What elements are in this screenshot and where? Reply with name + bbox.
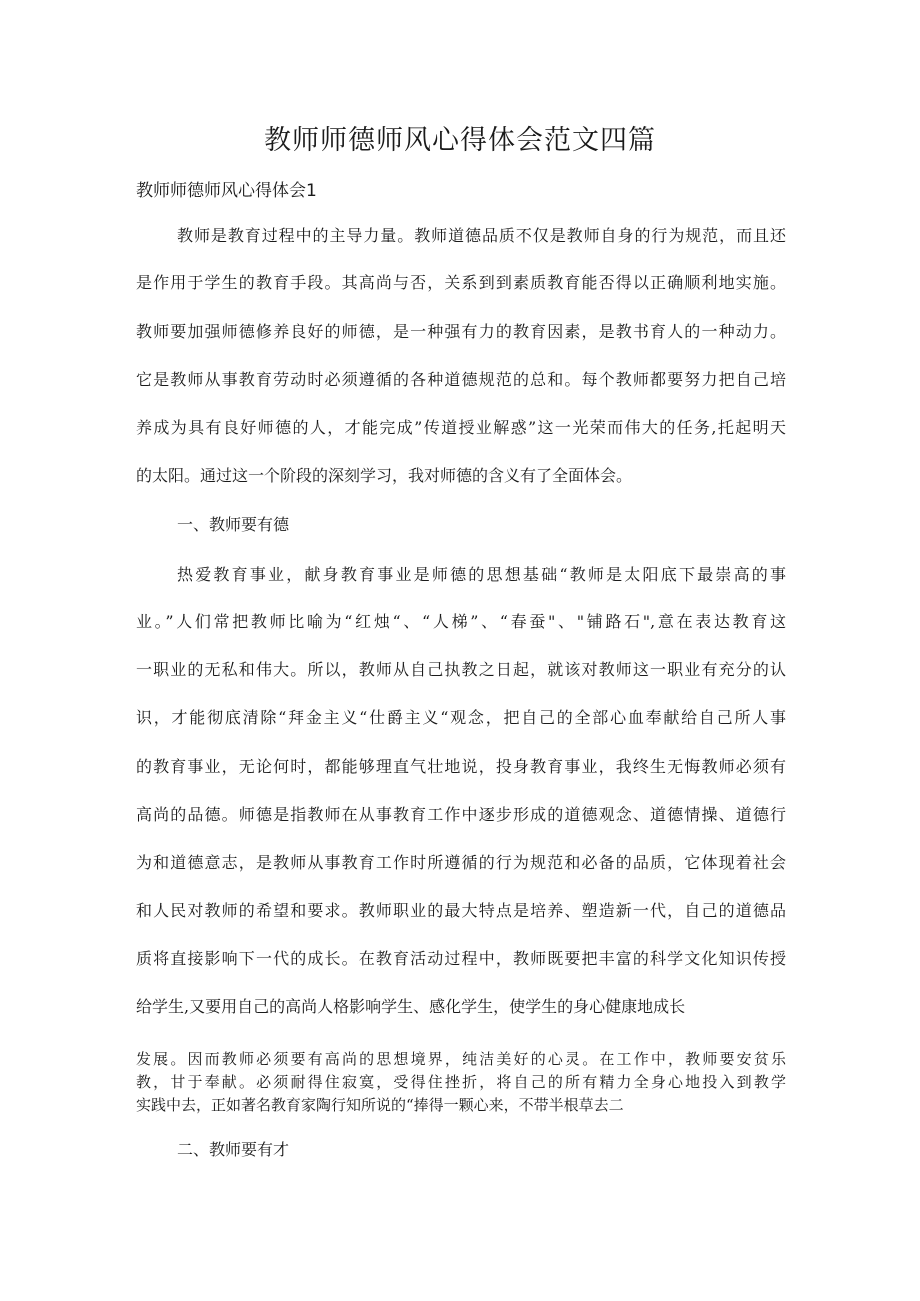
paragraph-line: 实践中去，正如著名教育家陶行知所说的“捧得一颗心来，不带半根草去二 [136, 1096, 624, 1114]
section-heading: 二、教师要有才 [177, 1140, 290, 1159]
paragraph-line: 教师要加强师德修养良好的师德，是一种强有力的教育因素，是教书育人的一种动力。 [136, 322, 786, 341]
paragraph-line: 的太阳。通过这一个阶段的深刻学习，我对师德的含义有了全面体会。 [136, 466, 633, 485]
paragraph-line: 一职业的无私和伟大。所以，教师从自己执教之日起，就该对教师这一职业有充分的认 [136, 660, 786, 679]
section-heading: 一、教师要有德 [177, 515, 290, 534]
paragraph-line: 和人民对教师的希望和要求。教师职业的最大特点是培养、塑造新一代，自己的道德品 [136, 901, 786, 920]
paragraph-line: 为和道德意志，是教师从事教育工作时所遵循的行为规范和必备的品质，它体现着社会 [136, 853, 786, 872]
paragraph-line: 是作用于学生的教育手段。其高尚与否，关系到到素质教育能否得以正确顺利地实施。 [136, 273, 786, 292]
paragraph-line: 的教育事业，无论何时，都能够理直气壮地说，投身教育事业，我终生无悔教师必须有 [136, 757, 786, 776]
paragraph-line: 热爱教育事业，献身教育事业是师德的思想基础“教师是太阳底下最崇高的事 [177, 565, 786, 584]
paragraph-line: 教师是教育过程中的主导力量。教师道德品质不仅是教师自身的行为规范，而且还 [177, 226, 786, 245]
paragraph-line: 给学生,又要用自己的高尚人格影响学生、感化学生，使学生的身心健康地成长 [136, 997, 686, 1016]
paragraph-line: 发展。因而教师必须要有高尚的思想境界，纯洁美好的心灵。在工作中，教师要安贫乐 [136, 1050, 786, 1068]
paragraph-line: 业。”人们常把教师比喻为“红烛“、“人梯”、“春蚕"、"铺路石",意在表达教育这 [136, 612, 786, 631]
paragraph-line: 教，甘于奉献。必须耐得住寂寞，受得住挫折，将自己的所有精力全身心地投入到教学 [136, 1073, 786, 1091]
paragraph-line: 它是教师从事教育劳动时必须遵循的各种道德规范的总和。每个教师都要努力把自己培 [136, 370, 786, 389]
paragraph-line: 识，才能彻底清除“拜金主义“仕爵主义“观念，把自己的全部心血奉献给自己所人事 [136, 708, 786, 727]
section-subtitle: 教师师德师风心得体会1 [136, 181, 317, 201]
document-title: 教师师德师风心得体会范文四篇 [264, 125, 656, 156]
paragraph-line: 质将直接影响下一代的成长。在教育活动过程中，教师既要把丰富的科学文化知识传授 [136, 949, 786, 968]
paragraph-line: 养成为具有良好师德的人，才能完成”传道授业解惑”这一光荣而伟大的任务,托起明天 [136, 418, 786, 437]
paragraph-line: 高尚的品德。师德是指教师在从事教育工作中逐步形成的道德观念、道德情操、道德行 [136, 805, 786, 824]
